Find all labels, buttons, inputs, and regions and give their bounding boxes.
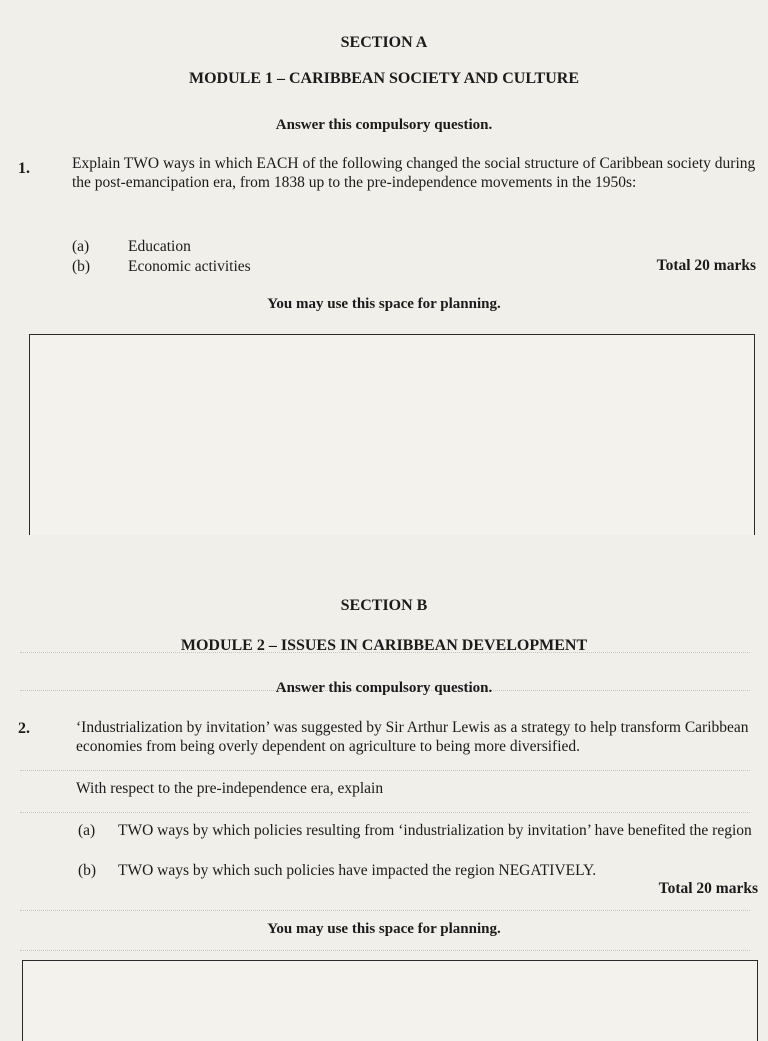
section-a-planning-label: You may use this space for planning. [267,296,501,312]
question-2-part-b-text: TWO ways by which such policies have impacted the region NEGATIVELY. [118,862,597,879]
show-through-line [20,770,750,772]
show-through-line [20,812,750,814]
section-b-planning-box[interactable] [22,960,758,1041]
question-2-part-a-label: (a) [78,822,96,839]
question-2-lead: With respect to the pre-independence era, explain [76,780,384,797]
section-a-instruction: Answer this compulsory question. [275,117,493,133]
show-through-line [20,950,750,952]
section-b-planning-label: You may use this space for planning. [267,921,501,937]
question-2-part-b-label: (b) [78,862,97,879]
section-a-heading: SECTION A [340,34,428,51]
question-2-marks: Total 20 marks [658,880,758,897]
question-1-part-b-label: (b) [72,258,91,275]
question-1-marks: Total 20 marks [656,257,756,274]
show-through-line [20,910,750,912]
question-1-part-b-text: Economic activities [128,258,251,275]
question-2-part-a-text: TWO ways by which policies resulting from ‘industrialization by invitation’ have benefited the region [118,822,752,839]
question-1-number: 1. [18,160,30,177]
question-2-text: ‘Industrialization by invitation’ was suggested by Sir Arthur Lewis as a strategy to help transform Caribbean economies from being overly dependent on agriculture to being more diversified. [76,719,749,755]
section-a-planning-box[interactable] [29,334,755,535]
section-a-module-title: MODULE 1 – CARIBBEAN SOCIETY AND CULTURE [189,70,579,87]
section-b-module-title: MODULE 2 – ISSUES IN CARIBBEAN DEVELOPMENT [180,637,588,654]
section-b-heading: SECTION B [340,597,428,614]
question-1-part-a-text: Education [128,238,191,255]
question-1-part-a-label: (a) [72,238,90,255]
section-b-instruction: Answer this compulsory question. [275,680,493,696]
question-1-text: Explain TWO ways in which EACH of the following changed the social structure of Caribbean society during the post-emancipation era, from 1838 up to the pre-independence movements in the 1950s: [72,155,756,191]
question-2-number: 2. [18,720,30,737]
